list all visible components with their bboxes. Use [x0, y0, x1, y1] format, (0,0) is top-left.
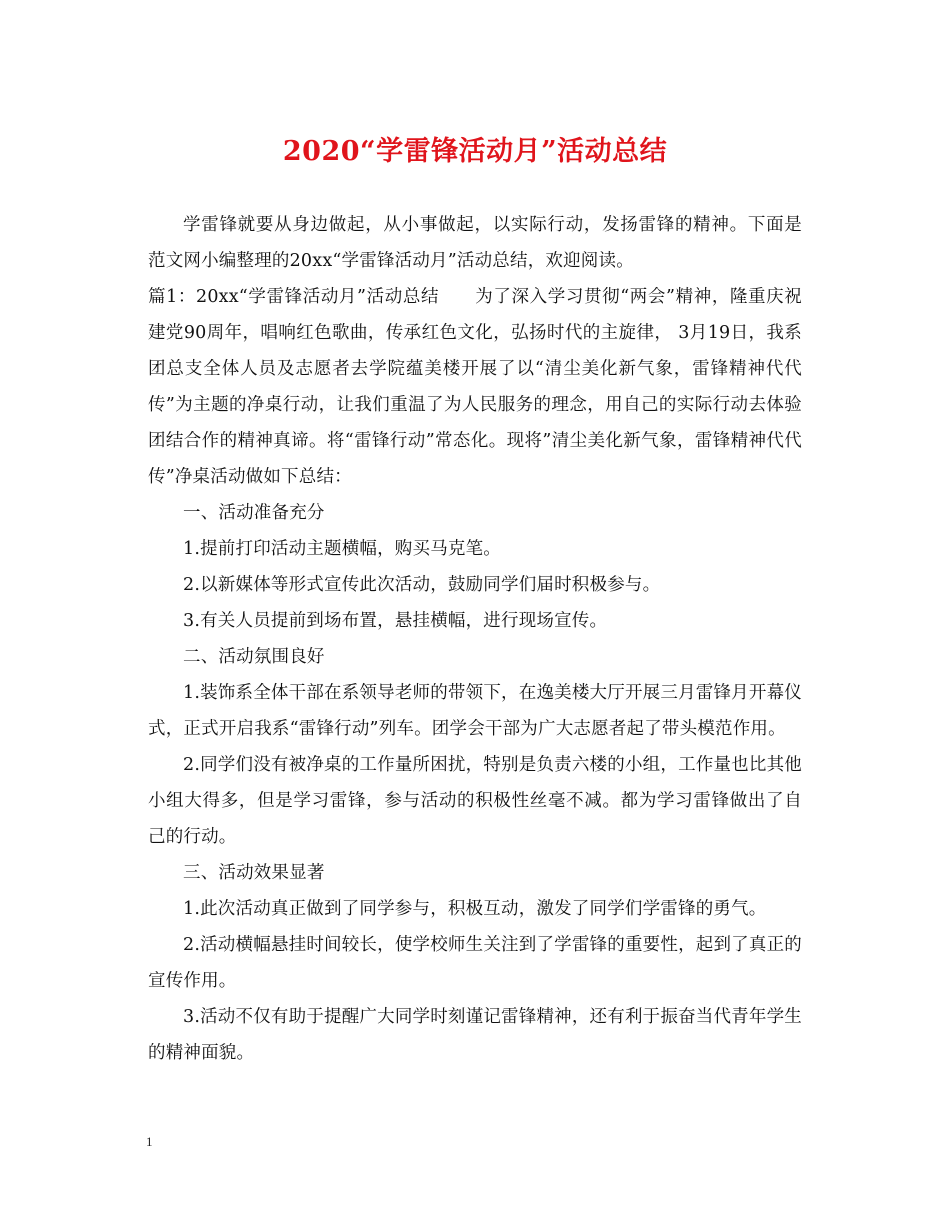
list-item: 3.有关人员提前到场布置，悬挂横幅，进行现场宣传。: [183, 611, 608, 631]
section-heading-effect: 三、活动效果显著: [183, 863, 325, 883]
list-item: 2.活动横幅悬挂时间较长，使学校师生关注到了学雷锋的重要性，起到了真正的宣传作用。: [148, 935, 802, 991]
list-item: 1.装饰系全体干部在系领导老师的带领下，在逸美楼大厅开展三月雷锋月开幕仪式，正式开启我系“雷锋行动”列车。团学会干部为广大志愿者起了带头模范作用。: [148, 683, 802, 739]
list-item: 2.以新媒体等形式宣传此次活动，鼓励同学们届时积极参与。: [183, 575, 661, 595]
document-body: [148, 207, 802, 1071]
section-heading-preparation: 一、活动准备充分: [183, 503, 325, 523]
list-item: 3.活动不仅有助于提醒广大同学时刻谨记雷锋精神，还有利于振奋当代青年学生的精神面貌。: [148, 1007, 802, 1063]
document-title: 2020“学雷锋活动月”活动总结: [282, 136, 668, 167]
section-heading-atmosphere: 二、活动氛围良好: [183, 647, 325, 667]
list-item: 2.同学们没有被净桌的工作量所困扰，特别是负责六楼的小组，工作量也比其他小组大得多，但是学习雷锋，参与活动的积极性丝毫不减。都为学习雷锋做出了自己的行动。: [148, 755, 802, 847]
chapter-1-paragraph: 篇1：20xx“学雷锋活动月”活动总结 为了深入学习贯彻“两会”精神，隆重庆祝建党90周年，唱响红色歌曲，传承红色文化，弘扬时代的主旋律， 3月19日，我系团总支全体人员及志愿者去学院蕴美楼开展了以“清尘美化新气象，雷锋精神代代传”为主题的净桌行动，让我们重温了为人民服务的理念，用自己的实际行动去体验团结合作的精神真谛。将“雷锋行动”常态化。现将”清尘美化新气象，雷锋精神代代传”净桌活动做如下总结：: [148, 287, 802, 487]
intro-paragraph: 学雷锋就要从身边做起，从小事做起，以实际行动，发扬雷锋的精神。下面是范文网小编整理的20xx“学雷锋活动月”活动总结，欢迎阅读。: [148, 215, 802, 271]
list-item: 1.此次活动真正做到了同学参与，积极互动，激发了同学们学雷锋的勇气。: [183, 899, 767, 919]
page-number: 1: [146, 1134, 153, 1149]
list-item: 1.提前打印活动主题横幅，购买马克笔。: [183, 539, 501, 559]
